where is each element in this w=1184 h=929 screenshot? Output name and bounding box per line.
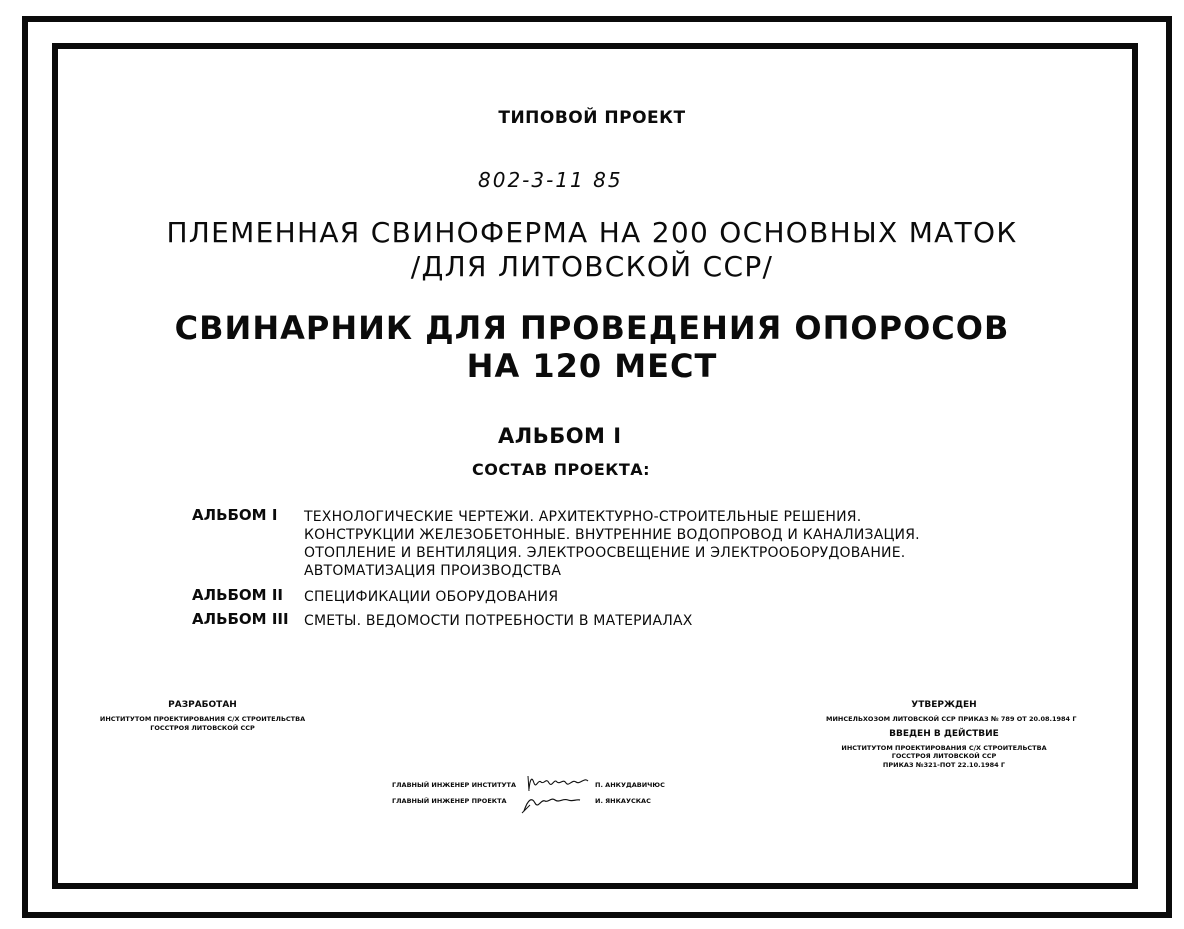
developed-heading: РАЗРАБОТАН [168,700,237,710]
album-item-line: СМЕТЫ. ВЕДОМОСТИ ПОТРЕБНОСТИ В МАТЕРИАЛАХ [304,613,693,629]
farm-title-line2: /ДЛЯ ЛИТОВСКОЙ ССР/ [410,250,774,283]
signature-name: И. ЯНКАУСКАС [595,797,651,805]
album-item-description [304,588,558,606]
building-title-line1: СВИНАРНИК ДЛЯ ПРОВЕДЕНИЯ ОПОРОСОВ [174,309,1010,347]
album-item-line: СПЕЦИФИКАЦИИ ОБОРУДОВАНИЯ [304,589,559,605]
signature-role: ГЛАВНЫЙ ИНЖЕНЕР ИНСТИТУТА [392,781,517,789]
farm-title [0,216,1184,284]
current-album-title: АЛЬБОМ I [498,424,622,448]
approved-heading: УТВЕРЖДЕН [911,700,977,710]
signature-handwriting [526,773,596,793]
developed-line: ГОССТРОЯ ЛИТОВСКОЙ ССР [150,723,255,732]
album-item-line: ОТОПЛЕНИЕ И ВЕНТИЛЯЦИЯ. ЭЛЕКТРООСВЕЩЕНИЕ И ЭЛЕКТРООБОРУДОВАНИЕ. [304,545,906,561]
album-item-label: АЛЬБОМ II [192,586,283,604]
building-title-line2: НА 120 МЕСТ [466,347,718,385]
album-item-label: АЛЬБОМ III [192,610,289,628]
signature-handwriting [518,791,588,815]
farm-title-line1: ПЛЕМЕННАЯ СВИНОФЕРМА НА 200 ОСНОВНЫХ МАТОК [166,216,1018,249]
developed-line: ИНСТИТУТОМ ПРОЕКТИРОВАНИЯ С/Х СТРОИТЕЛЬСТВА [99,715,306,723]
building-title [0,309,1184,385]
album-item-line: ТЕХНОЛОГИЧЕСКИЕ ЧЕРТЕЖИ. АРХИТЕКТУРНО-СТРОИТЕЛЬНЫЕ РЕШЕНИЯ. [304,509,862,525]
introduced-heading: ВВЕДЕН В ДЕЙСТВИЕ [889,728,999,739]
signature-role: ГЛАВНЫЙ ИНЖЕНЕР ПРОЕКТА [392,797,507,805]
composition-heading: СОСТАВ ПРОЕКТА: [472,460,651,479]
introduced-line: ПРИКАЗ №321-ПОТ 22.10.1984 Г [882,760,1006,769]
album-item-line: АВТОМАТИЗАЦИЯ ПРОИЗВОДСТВА [304,563,562,579]
signature-name: П. АНКУДАВИЧЮС [595,781,665,789]
approved-line: МИНСЕЛЬХОЗОМ ЛИТОВСКОЙ ССР ПРИКАЗ № 789 ОТ 20.08.1984 Г [826,715,1077,723]
album-item-label: АЛЬБОМ I [192,506,278,524]
developed-block [90,700,315,732]
album-item-line: КОНСТРУКЦИИ ЖЕЛЕЗОБЕТОННЫЕ. ВНУТРЕННИЕ ВОДОПРОВОД И КАНАЛИЗАЦИЯ. [304,527,920,543]
introduced-line: ГОССТРОЯ ЛИТОВСКОЙ ССР [891,752,997,760]
introduced-line: ИНСТИТУТОМ ПРОЕКТИРОВАНИЯ С/Х СТРОИТЕЛЬСТВА [841,743,1047,752]
approved-block [826,700,1077,769]
project-type-label: ТИПОВОЙ ПРОЕКТ [498,108,686,128]
album-item-description [304,508,920,580]
project-code: 802-3-11 85 [478,168,623,192]
album-item-description [304,612,693,630]
